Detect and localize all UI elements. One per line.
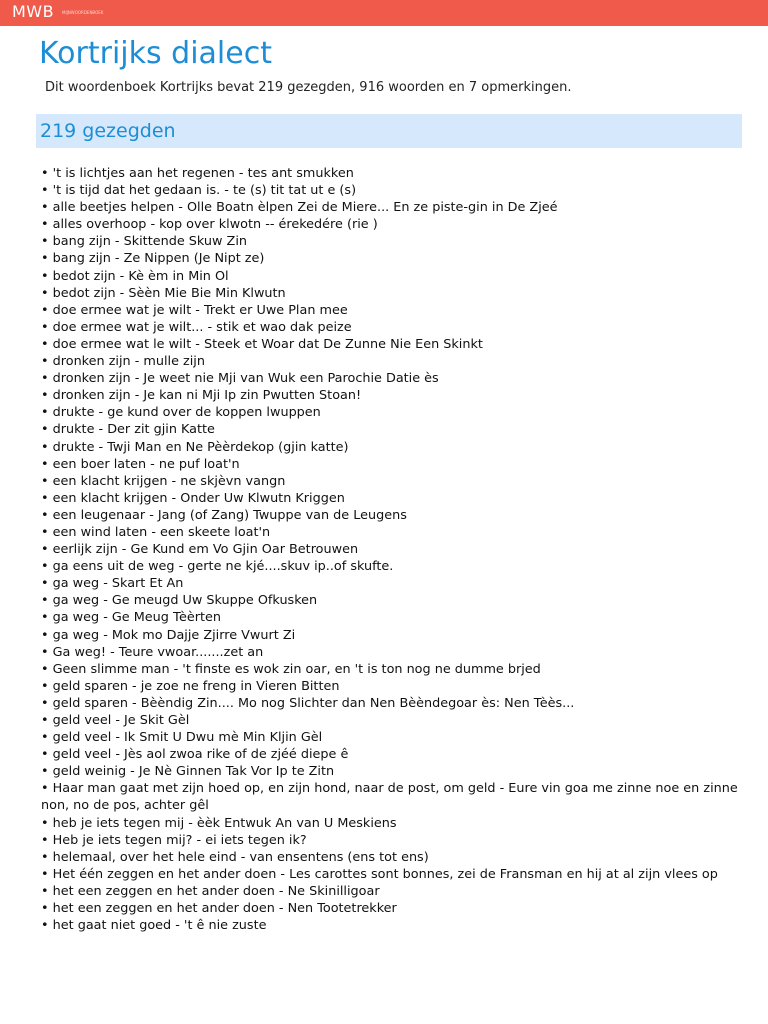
expression-text: geld sparen - je zoe ne freng in Vieren Bitten [52,678,340,694]
expression-text: het een zeggen en het ander doen - Nen Tootetrekker [52,901,397,917]
expression-entry[interactable] [41,507,741,524]
bullet-icon: • [41,507,49,523]
expression-text: Ga weg! - Teure vwoar.......zet an [52,644,264,660]
bullet-icon: • [41,815,49,831]
expression-entry[interactable] [41,866,741,883]
expression-entry[interactable] [41,165,741,182]
expression-text: ga weg - Ge meugd Uw Skuppe Ofkusken [52,593,318,609]
expression-entry[interactable] [41,233,741,250]
expression-entry[interactable] [41,285,741,302]
bullet-icon: • [41,302,49,318]
expression-entry[interactable] [41,302,741,319]
expression-text: het gaat niet goed - 't ê nie zuste [52,918,267,934]
section-header [36,114,742,148]
expression-entry[interactable] [41,250,741,267]
expression-entry[interactable] [41,182,741,199]
expression-text: ga eens uit de weg - gerte ne kjé....skuv ip..of skufte. [52,559,394,575]
expression-text: eerlijk zijn - Ge Kund em Vo Gjin Oar Betrouwen [52,542,359,558]
expression-entry[interactable] [41,473,741,490]
expression-text: geld weinig - Je Nè Ginnen Tak Vor Ip te Zitn [52,764,335,780]
bullet-icon: • [41,268,49,284]
expression-entry[interactable] [41,746,741,763]
expression-entry[interactable] [41,319,741,336]
expression-entry[interactable] [41,439,741,456]
bullet-icon: • [41,456,49,472]
expression-entry[interactable] [41,575,741,592]
bullet-icon: • [41,747,49,763]
expression-text: dronken zijn - Je kan ni Mji Ip zin Pwutten Stoan! [52,388,362,404]
site-logo[interactable]: MWB [12,2,55,21]
bullet-icon: • [41,559,49,575]
expression-text: een leugenaar - Jang (of Zang) Twuppe van de Leugens [52,507,407,523]
expression-text: geld sparen - Bèèndig Zin.... Mo nog Slichter dan Nen Bèèndegoar ès: Nen Tèès... [52,695,575,711]
expression-text: heb je iets tegen mij - èèk Entwuk An van U Meskiens [52,815,397,831]
bullet-icon: • [41,593,49,609]
expression-text: het een zeggen en het ander doen - Ne Skinilligoar [52,883,380,899]
bullet-icon: • [41,918,49,934]
expression-entry[interactable] [41,592,741,609]
expression-text: ga weg - Mok mo Dajje Zjirre Vwurt Zi [52,627,296,643]
bullet-icon: • [41,781,49,797]
expression-entry[interactable] [41,387,741,404]
expression-entry[interactable] [41,695,741,712]
bullet-icon: • [41,644,49,660]
bullet-icon: • [41,166,49,181]
top-bar [0,0,768,26]
expression-entry[interactable] [41,780,741,814]
expression-text: bedot zijn - Sèèn Mie Bie Min Klwutn [52,285,286,301]
expression-text: doe ermee wat je wilt... - stik et wao dak peize [52,319,352,335]
bullet-icon: • [41,576,49,592]
bullet-icon: • [41,354,49,370]
expression-text: een klacht krijgen - ne skjèvn vangn [52,473,286,489]
bullet-icon: • [41,473,49,489]
expression-text: 't is lichtjes aan het regenen - tes ant smukken [52,166,354,181]
bullet-icon: • [41,524,49,540]
bullet-icon: • [41,439,49,455]
bullet-icon: • [41,849,49,865]
expression-entry[interactable] [41,404,741,421]
bullet-icon: • [41,542,49,558]
bullet-icon: • [41,319,49,335]
expression-text: een wind laten - een skeete loat'n [52,524,271,540]
expression-text: bang zijn - Ze Nippen (Je Nipt ze) [52,251,265,267]
expression-text: een boer laten - ne puf loat'n [52,456,240,472]
bullet-icon: • [41,610,49,626]
expression-entry[interactable] [41,268,741,285]
expression-text: drukte - Twji Man en Ne Pèèrdekop (gjin katte) [52,439,349,455]
bullet-icon: • [41,388,49,404]
expression-text: een klacht krijgen - Onder Uw Klwutn Kriggen [52,490,345,506]
expression-text: geld veel - Je Skit Gèl [52,713,190,728]
bullet-icon: • [41,832,49,848]
bullet-icon: • [41,422,49,438]
expression-entry[interactable] [41,199,741,216]
bullet-icon: • [41,405,49,421]
expression-text: alle beetjes helpen - Olle Boatn èlpen Zei de Miere... En ze piste-gin in De Zjeé [52,200,558,216]
bullet-icon: • [41,883,49,899]
expression-entry[interactable] [41,661,741,678]
expression-text: helemaal, over het hele eind - van ensentens (ens tot ens) [52,849,429,865]
expression-entry[interactable] [41,883,741,900]
expression-entry[interactable] [41,627,741,644]
expression-entry[interactable] [41,541,741,558]
bullet-icon: • [41,285,49,301]
bullet-icon: • [41,200,49,216]
expression-text: Het één zeggen en het ander doen - Les carottes sont bonnes, zei de Fransman en hij at al zijn vlees op [52,866,718,882]
expression-text: dronken zijn - Je weet nie Mji van Wuk een Parochie Datie ès [52,371,439,387]
bullet-icon: • [41,730,49,746]
expression-text: bang zijn - Skittende Skuw Zin [52,234,247,250]
expression-entry[interactable] [41,763,741,780]
expression-entry[interactable] [41,490,741,507]
expression-entry[interactable] [41,729,741,746]
bullet-icon: • [41,764,49,780]
expression-entry[interactable] [41,900,741,917]
expression-entry[interactable] [41,558,741,575]
bullet-icon: • [41,695,49,711]
expression-text: doe ermee wat le wilt - Steek et Woar dat De Zunne Nie Een Skinkt [52,336,483,352]
expression-entry[interactable] [41,644,741,661]
expression-text: ga weg - Skart Et An [52,576,184,592]
expression-text: drukte - Der zit gjin Katte [52,422,215,438]
expression-entry[interactable] [41,678,741,695]
expression-text: drukte - ge kund over de koppen lwuppen [52,405,321,421]
expression-entry[interactable] [41,712,741,729]
page-title: Kortrijks dialect [39,36,272,71]
expression-entry[interactable] [41,832,741,849]
expression-entry[interactable] [41,524,741,541]
bullet-icon: • [41,713,49,728]
expression-text: doe ermee wat je wilt - Trekt er Uwe Plan mee [52,302,348,318]
expression-text: Geen slimme man - 't finste es wok zin oar, en 't is ton nog ne dumme brjed [52,661,541,677]
expression-text: bedot zijn - Kè èm in Min Ol [52,268,229,284]
expression-text: alles overhoop - kop over klwotn -- érekedére (rie ) [52,217,378,233]
expression-text: 't is tijd dat het gedaan is. - te (s) tit tat ut e (s) [52,183,357,199]
expression-entry[interactable] [41,336,741,353]
bullet-icon: • [41,336,49,352]
expression-entry[interactable] [41,849,741,866]
expression-text: dronken zijn - mulle zijn [52,354,205,370]
bullet-icon: • [41,217,49,233]
expression-text: geld veel - Ik Smit U Dwu mè Min Kljin Gèl [52,730,323,746]
bullet-icon: • [41,901,49,917]
bullet-icon: • [41,490,49,506]
section-title: 219 gezegden [40,120,176,142]
bullet-icon: • [41,183,49,199]
bullet-icon: • [41,661,49,677]
expression-entry[interactable] [41,815,741,832]
expression-entry[interactable] [41,353,741,370]
bullet-icon: • [41,678,49,694]
expressions-list [41,165,741,934]
expression-text: Heb je iets tegen mij? - ei iets tegen ik? [52,832,307,848]
bullet-icon: • [41,234,49,250]
dictionary-summary: Dit woordenboek Kortrijks bevat 219 gezegden, 916 woorden en 7 opmerkingen. [45,80,572,95]
expression-entry[interactable] [41,609,741,626]
site-logo-subtitle: MIJNWOORDENBOEK [62,10,104,15]
bullet-icon: • [41,371,49,387]
expression-text: Haar man gaat met zijn hoed op, en zijn hond, naar de post, om geld - Eure vin goa me zinne noe en zinne non, no de pos, achter gêl [41,781,738,814]
expression-text: ga weg - Ge Meug Tèèrten [52,610,221,626]
bullet-icon: • [41,627,49,643]
expression-entry[interactable] [41,370,741,387]
expression-entry[interactable] [41,456,741,473]
bullet-icon: • [41,866,49,882]
expression-entry[interactable] [41,216,741,233]
bullet-icon: • [41,251,49,267]
expression-text: geld veel - Jès aol zwoa rike of de zjéé diepe ê [52,747,349,763]
expression-entry[interactable] [41,421,741,438]
expression-entry[interactable] [41,917,741,934]
